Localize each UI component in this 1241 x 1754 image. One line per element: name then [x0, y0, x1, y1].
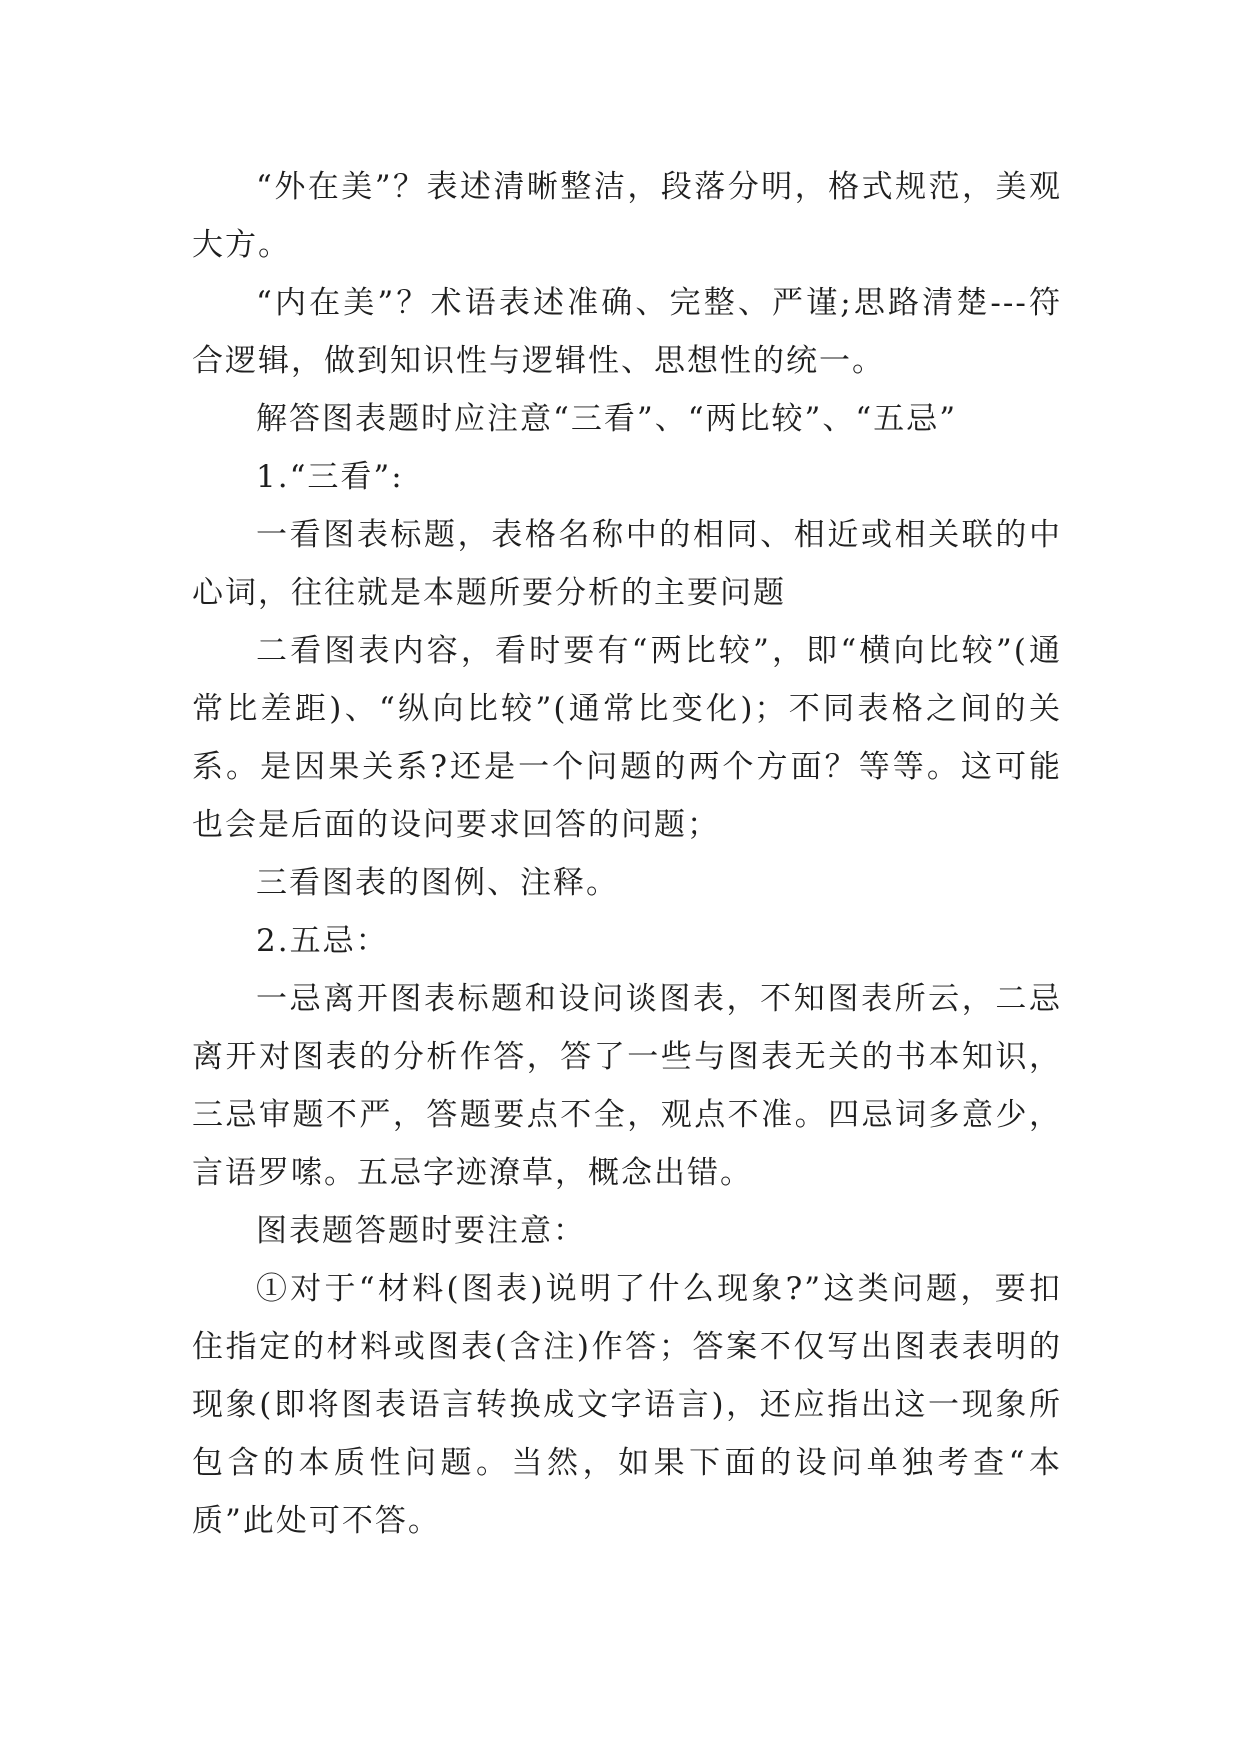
heading-answer-notes: 图表题答题时要注意： — [256, 1213, 586, 1249]
heading-five-avoids: 2.五忌： — [256, 923, 389, 959]
paragraph-third-look: 三看图表的图例、注释。 — [256, 865, 619, 901]
paragraph-answer-note-1: ①对于“材料(图表)说明了什么现象?”这类问题，要扣住指定的材料或图表(含注)作答；答案不仅写出图表表明的现象(即将图表语言转换成文字语言)，还应指出这一现象所包含的本质性问题。当然，如果下面的设问单独考查“本质”此处可不答。 — [192, 1271, 1062, 1539]
paragraph-first-look: 一看图表标题，表格名称中的相同、相近或相关联的中心词，往往就是本题所要分析的主要问题 — [192, 517, 1062, 611]
paragraph-inner-beauty: “内在美”？术语表述准确、完整、严谨;思路清楚---符合逻辑，做到知识性与逻辑性、思想性的统一。 — [192, 285, 1062, 379]
paragraph-chart-question-intro: 解答图表题时应注意“三看”、“两比较”、“五忌” — [256, 401, 958, 437]
paragraph-outer-beauty: “外在美”？表述清晰整洁，段落分明，格式规范，美观大方。 — [192, 169, 1062, 263]
document-body — [192, 158, 1062, 1550]
paragraph-second-look: 二看图表内容，看时要有“两比较”，即“横向比较”(通常比差距)、“纵向比较”(通常比变化)；不同表格之间的关系。是因果关系?还是一个问题的两个方面？等等。这可能也会是后面的设问要求回答的问题； — [192, 633, 1062, 843]
paragraph-five-avoids: 一忌离开图表标题和设问谈图表，不知图表所云，二忌离开对图表的分析作答，答了一些与图表无关的书本知识，三忌审题不严，答题要点不全，观点不准。四忌词多意少，言语罗嗦。五忌字迹潦草，概念出错。 — [192, 981, 1062, 1191]
heading-three-looks: 1.“三看”: — [256, 459, 404, 495]
